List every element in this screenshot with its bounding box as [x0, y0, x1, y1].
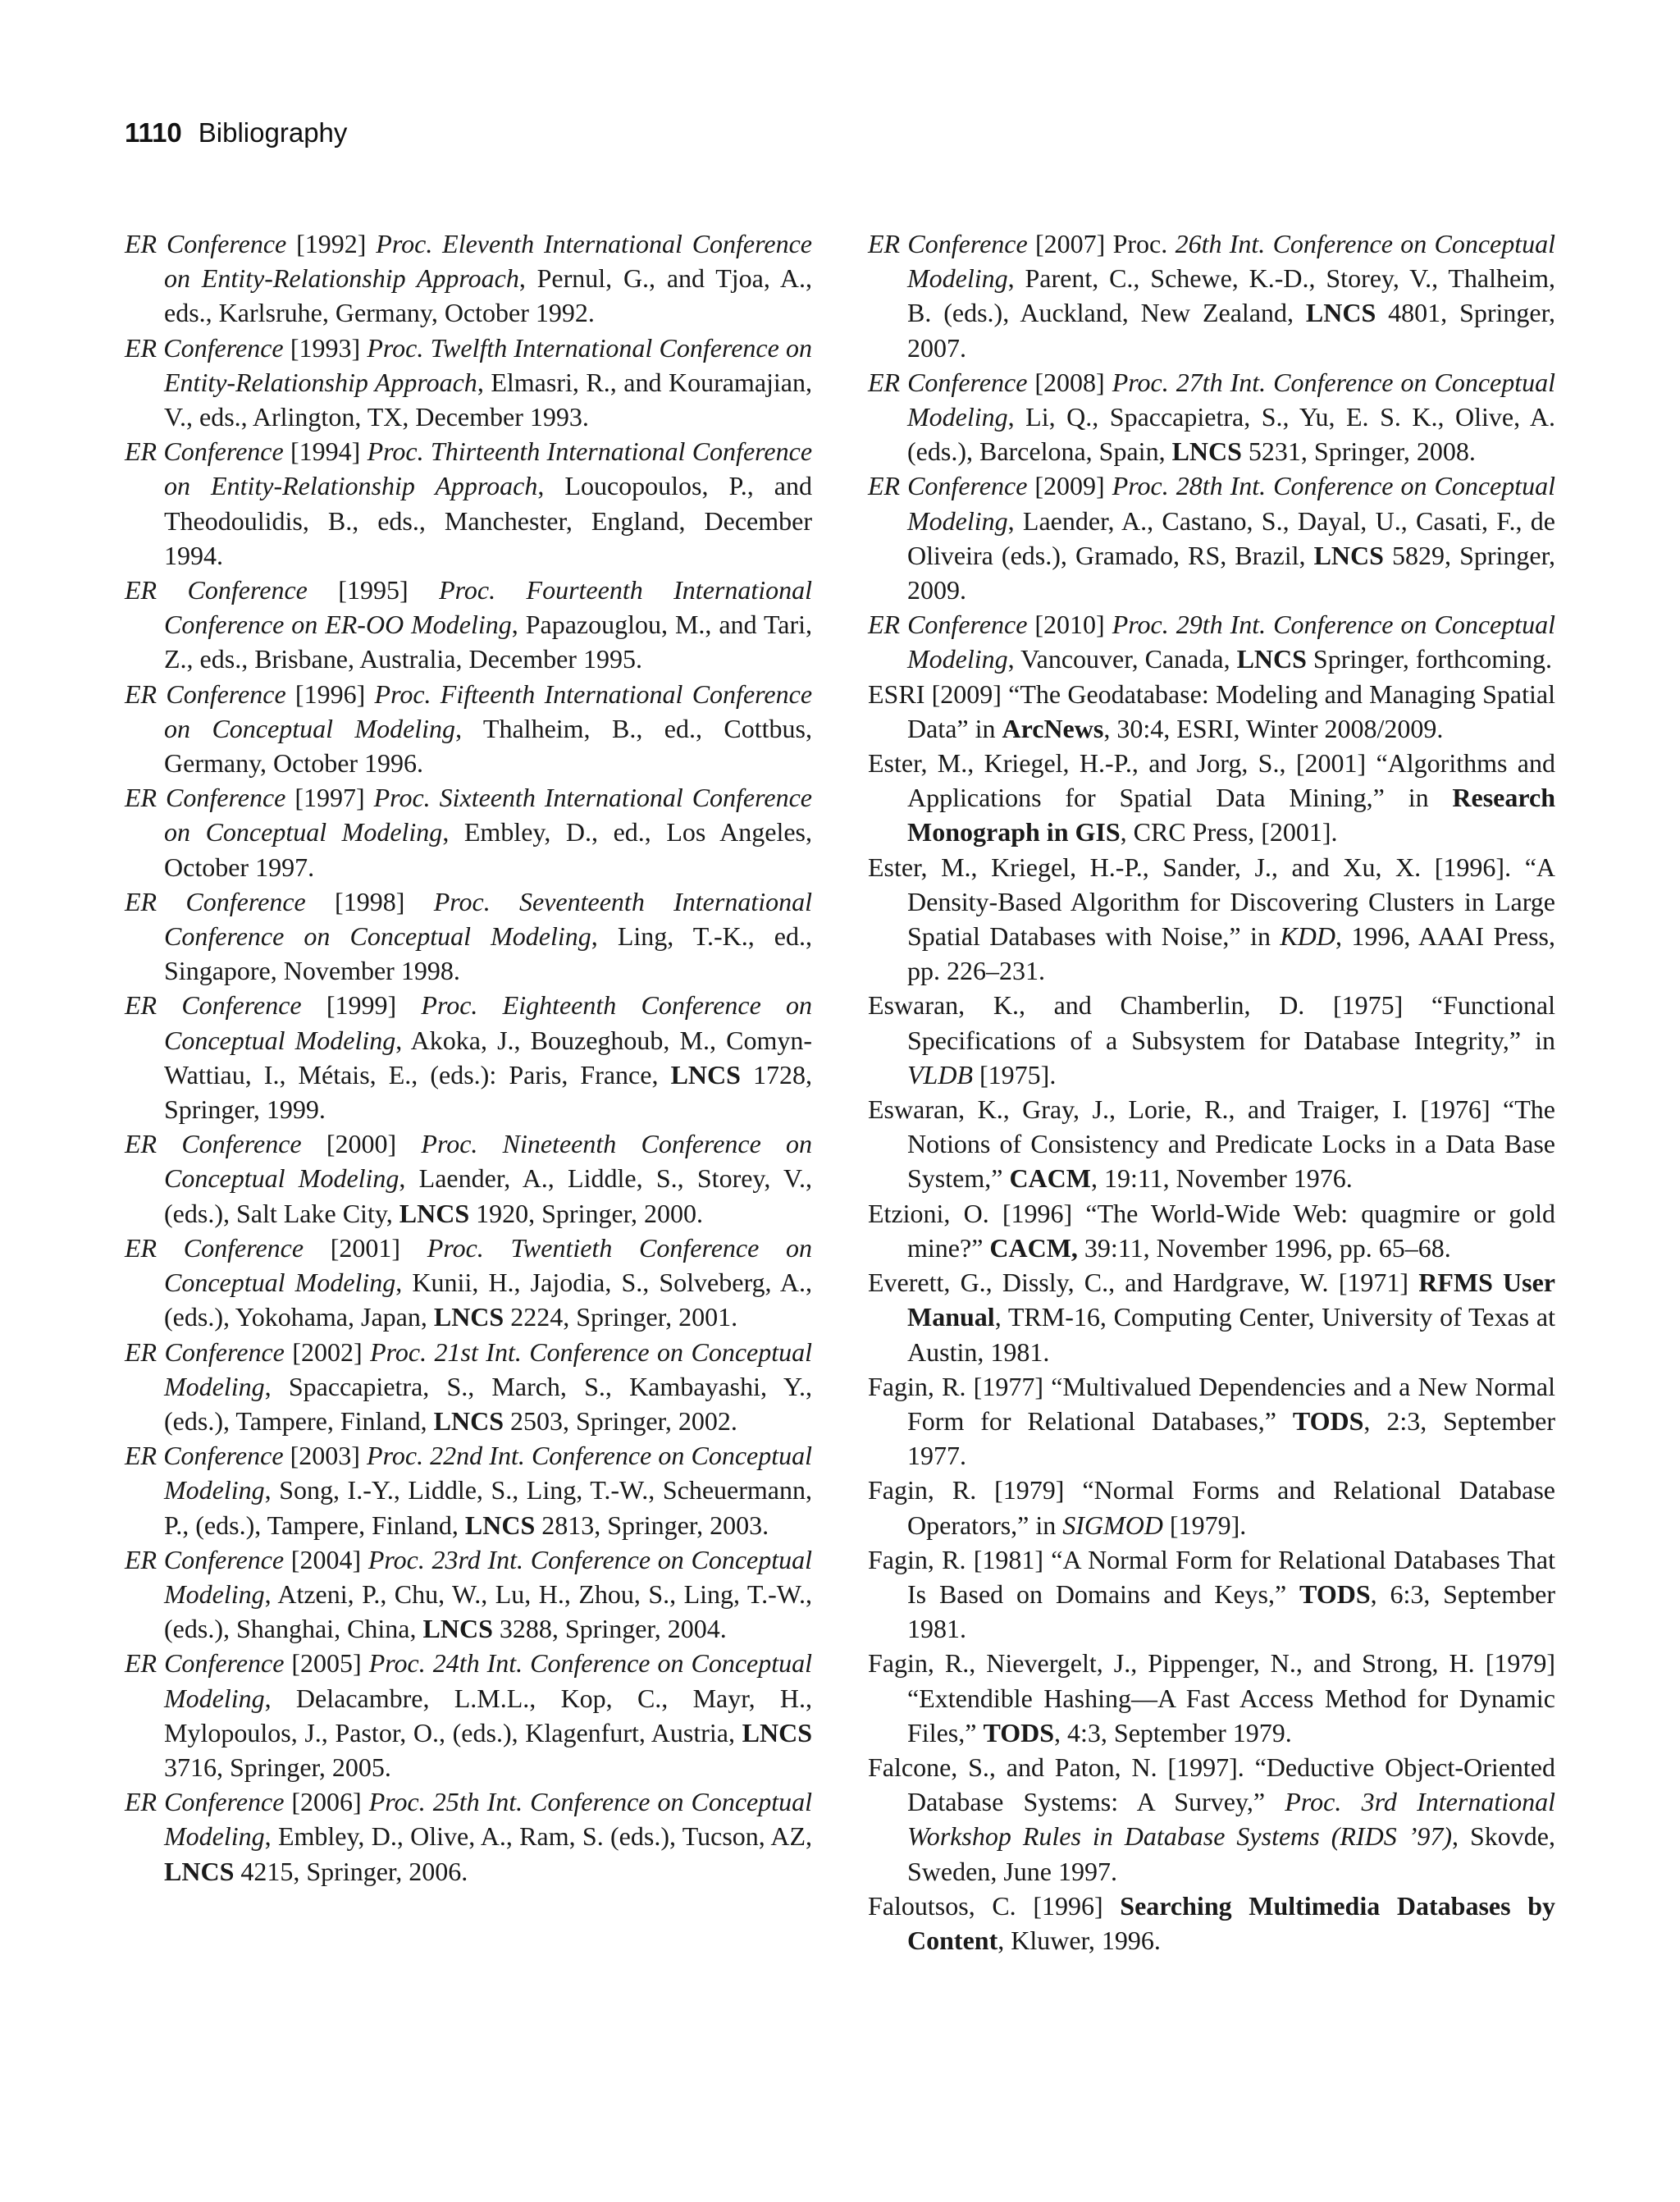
entry-text: , Thalheim, B., ed., Cottbus, Germany, October 1996. — [164, 713, 813, 779]
entry-italic-text: Proc. 22nd Int. Conference on Conceptual Modeling — [164, 1441, 812, 1505]
entry-italic-text: Proc. Fifteenth International Conference on Conceptual Modeling — [164, 678, 813, 743]
entry-italic-text: ER Conference — [125, 886, 306, 916]
bibliography-entry — [868, 226, 1555, 365]
bibliography-entry — [125, 988, 812, 1126]
entry-text: 4801, Springer, 2007. — [907, 298, 1556, 363]
entry-bold-text: LNCS — [742, 1717, 812, 1747]
entry-bold-text: CACM, — [989, 1232, 1078, 1263]
entry-text: 1728, Springer, 1999. — [164, 1059, 813, 1125]
entry-italic-text: ER Conference — [125, 229, 287, 258]
entry-text: , 1996, AAAI Press, pp. 226–231. — [907, 921, 1556, 986]
entry-text: [1995] — [307, 575, 440, 605]
entry-text: Fagin, R. [1979] “Normal Forms and Relational Database Operators,” in — [868, 1475, 1555, 1540]
entry-text: [1975]. — [973, 1059, 1057, 1090]
bibliography-entry — [868, 1542, 1555, 1647]
bibliography-entry — [125, 331, 812, 435]
entry-text: 2224, Springer, 2001. — [504, 1302, 738, 1332]
entry-bold-text: LNCS — [1305, 298, 1376, 328]
entry-italic-text: Proc. 21st Int. Conference on Conceptual Modeling — [164, 1336, 813, 1401]
entry-text: , Embley, D., ed., Los Angeles, October 1997. — [164, 817, 813, 882]
entry-text: 2503, Springer, 2002. — [504, 1405, 737, 1436]
entry-italic-text: Proc. Seventeenth International Conference on Conceptual Modeling — [164, 886, 813, 952]
entry-text: [2010] — [1027, 610, 1112, 640]
entry-italic-text: Proc. 3rd International Workshop Rules in Database Systems (RIDS ’97) — [907, 1787, 1555, 1852]
entry-bold-text: LNCS — [464, 1510, 536, 1540]
entry-text: [2002] — [284, 1336, 371, 1367]
section-title: Bibliography — [198, 117, 348, 148]
entry-text: [2007] Proc. — [1027, 229, 1176, 258]
entry-text: 3716, Springer, 2005. — [164, 1752, 391, 1782]
entry-italic-text: 26th Int. Conference on Conceptual Modeling — [907, 229, 1556, 294]
entry-bold-text: ArcNews — [1002, 713, 1104, 743]
entry-bold-text: LNCS — [164, 1856, 235, 1886]
entry-italic-text: Proc. Nineteenth Conference on Conceptual Modeling — [164, 1129, 813, 1194]
bibliography-entry — [868, 1646, 1555, 1750]
entry-text: 3288, Springer, 2004. — [492, 1614, 727, 1644]
entry-text: , Atzeni, P., Chu, W., Lu, H., Zhou, S., Ling, T.-W., (eds.), Shanghai, China, — [164, 1578, 812, 1644]
entry-bold-text: LNCS — [670, 1059, 741, 1090]
entry-italic-text: VLDB — [907, 1059, 973, 1090]
bibliography-entry — [868, 1889, 1555, 1958]
entry-italic-text: SIGMOD — [1062, 1510, 1163, 1540]
bibliography-entry — [868, 1473, 1555, 1542]
entry-text: Falcone, S., and Paton, N. [1997]. “Deductive Object-Oriented Database Systems: A Survey,” — [868, 1752, 1555, 1817]
entry-bold-text: RFMS User Manual — [907, 1268, 1556, 1332]
entry-text: , 30:4, ESRI, Winter 2008/2009. — [1103, 713, 1444, 743]
entry-text: , Li, Q., Spaccapietra, S., Yu, E. S. K., Olive, A. (eds.), Barcelona, Spain, — [907, 402, 1555, 467]
entry-text: , 19:11, November 1976. — [1090, 1163, 1353, 1194]
entry-text: , Vancouver, Canada, — [1007, 644, 1237, 674]
entry-text: [1998] — [305, 886, 434, 916]
entry-italic-text: ER Conference — [125, 1441, 284, 1471]
entry-italic-text: Proc. Fourteenth International Conference on ER-OO Modeling — [164, 575, 813, 640]
entry-text: , Parent, C., Schewe, K.-D., Storey, V., Thalheim, B. (eds.), Auckland, New Zealand, — [907, 263, 1555, 328]
bibliography-entry — [868, 468, 1555, 607]
entry-text: , 4:3, September 1979. — [1054, 1717, 1292, 1747]
bibliography-entry — [868, 365, 1555, 469]
entry-text: [1993] — [283, 332, 368, 363]
entry-bold-text: LNCS — [433, 1302, 504, 1332]
entry-text: , TRM-16, Computing Center, University of Texas at Austin, 1981. — [907, 1302, 1555, 1367]
entry-text: Etzioni, O. [1996] “The World-Wide Web: quagmire or gold mine?” — [868, 1198, 1555, 1263]
bibliography-entry — [125, 226, 812, 331]
entry-text: [2008] — [1027, 367, 1112, 397]
entry-text: [2003] — [283, 1441, 368, 1471]
entry-bold-text: TODS — [1299, 1578, 1371, 1609]
entry-text: Fagin, R., Nievergelt, J., Pippenger, N., and Strong, H. [1979] “Extendible Hashing—A Fast Access Method for Dynamic Files,” — [868, 1648, 1555, 1747]
entry-italic-text: ER Conference — [868, 471, 1028, 501]
bibliography-entry — [125, 1542, 812, 1647]
bibliography-entry — [125, 780, 812, 884]
entry-italic-text: ER Conference — [125, 1544, 285, 1574]
entry-text: 2813, Springer, 2003. — [535, 1510, 769, 1540]
entry-text: Fagin, R. [1981] “A Normal Form for Relational Databases That Is Based on Domains and Keys,” — [868, 1544, 1555, 1609]
bibliography-entry — [125, 1784, 812, 1889]
bibliography-entry — [125, 1335, 812, 1439]
entry-bold-text: LNCS — [399, 1198, 470, 1228]
bibliography-entry — [868, 988, 1555, 1092]
entry-italic-text: ER Conference — [125, 678, 286, 709]
entry-italic-text: ER Conference — [125, 436, 284, 467]
bibliography-column-left — [125, 226, 812, 1889]
entry-italic-text: Proc. 24th Int. Conference on Conceptual Modeling — [164, 1648, 813, 1713]
bibliography-entry — [125, 1646, 812, 1784]
entry-text: Ester, M., Kriegel, H.-P., Sander, J., and Xu, X. [1996]. “A Density-Based Algorithm for Discovering Clusters in Large Spatial Databases with Noise,” in — [868, 852, 1555, 952]
entry-italic-text: ER Conference — [868, 367, 1028, 397]
bibliography-entry — [868, 1265, 1555, 1369]
bibliography-entry — [868, 1750, 1555, 1889]
entry-text: [2004] — [284, 1544, 368, 1574]
entry-text: 39:11, November 1996, pp. 65–68. — [1077, 1232, 1451, 1263]
entry-italic-text: Proc. Eighteenth Conference on Conceptual Modeling — [164, 990, 813, 1055]
entry-bold-text: LNCS — [1236, 644, 1307, 674]
entry-text: , CRC Press, [2001]. — [1120, 817, 1338, 847]
entry-text: , Ling, T.-K., ed., Singapore, November 1998. — [164, 921, 813, 986]
entry-bold-text: TODS — [1292, 1405, 1364, 1436]
entry-text: , Kunii, H., Jajodia, S., Solveberg, A., (eds.), Yokohama, Japan, — [164, 1268, 812, 1332]
entry-bold-text: Searching Multimedia Databases by Content — [907, 1890, 1556, 1955]
entry-bold-text: Research Monograph in GIS — [907, 783, 1555, 847]
entry-text: , Embley, D., Olive, A., Ram, S. (eds.), Tucson, AZ, — [264, 1821, 812, 1852]
entry-italic-text: Proc. Eleventh International Conference on Entity-Relationship Approach — [164, 229, 813, 294]
entry-bold-text: LNCS — [422, 1614, 493, 1644]
entry-text: , Pernul, G., and Tjoa, A., eds., Karlsruhe, Germany, October 1992. — [164, 263, 813, 328]
entry-text: , Skovde, Sweden, June 1997. — [907, 1821, 1556, 1886]
entry-text: , 2:3, September 1977. — [907, 1405, 1556, 1471]
entry-text: [2005] — [284, 1648, 369, 1679]
entry-text: [1999] — [301, 990, 422, 1021]
entry-italic-text: ER Conference — [125, 1129, 302, 1159]
entry-italic-text: Proc. Twentieth Conference on Conceptual Modeling — [164, 1232, 813, 1298]
bibliography-column-right — [868, 226, 1555, 1958]
entry-text: Springer, forthcoming. — [1306, 644, 1553, 674]
entry-text: [1996] — [285, 678, 375, 709]
entry-text: [1979]. — [1162, 1510, 1247, 1540]
entry-text: [2000] — [301, 1129, 422, 1159]
bibliography-entry — [868, 607, 1555, 676]
entry-text: [1997] — [285, 783, 374, 813]
entry-text: , Spaccapietra, S., March, S., Kambayashi, Y., (eds.), Tampere, Finland, — [164, 1371, 812, 1436]
entry-bold-text: LNCS — [1171, 436, 1242, 467]
entry-text: , Song, I.-Y., Liddle, S., Ling, T.-W., Scheuermann, P., (eds.), Tampere, Finland, — [164, 1475, 812, 1540]
entry-text: Eswaran, K., and Chamberlin, D. [1975] “Functional Specifications of a Subsystem for Database Integrity,” in — [868, 990, 1555, 1055]
bibliography-entry — [868, 677, 1555, 746]
entry-text: Ester, M., Kriegel, H.-P., and Jorg, S., [2001] “Algorithms and Applications for Spatial Data Mining,” in — [868, 748, 1555, 813]
entry-text: 1920, Springer, 2000. — [469, 1198, 704, 1228]
entry-italic-text: ER Conference — [125, 1648, 285, 1679]
bibliography-entry — [125, 677, 812, 781]
entry-italic-text: KDD — [1280, 921, 1335, 952]
entry-italic-text: ER Conference — [125, 783, 286, 813]
entry-text: Eswaran, K., Gray, J., Lorie, R., and Traiger, I. [1976] “The Notions of Consistency and Predicate Locks in a Data Base System,” — [868, 1094, 1555, 1194]
entry-italic-text: ER Conference — [125, 575, 308, 605]
entry-text: , 6:3, September 1981. — [907, 1578, 1556, 1644]
running-head — [125, 116, 347, 149]
entry-italic-text: Proc. Twelfth International Conference on Entity-Relationship Approach — [164, 332, 813, 397]
entry-italic-text: Proc. Thirteenth International Conference on Entity-Relationship Approach — [164, 436, 813, 501]
entry-italic-text: ER Conference — [125, 1336, 285, 1367]
entry-italic-text: ER Conference — [125, 990, 302, 1021]
bibliography-entry — [125, 434, 812, 573]
entry-italic-text: ER Conference — [868, 610, 1028, 640]
entry-bold-text: LNCS — [433, 1405, 504, 1436]
bibliography-entry — [868, 1369, 1555, 1473]
entry-text: 5829, Springer, 2009. — [907, 540, 1556, 605]
entry-text: , Elmasri, R., and Kouramajian, V., eds., Arlington, TX, December 1993. — [164, 367, 813, 432]
entry-bold-text: LNCS — [1313, 540, 1384, 570]
bibliography-entry — [125, 1438, 812, 1542]
entry-italic-text: Proc. 27th Int. Conference on Conceptual Modeling — [907, 367, 1556, 432]
entry-text: 4215, Springer, 2006. — [234, 1856, 468, 1886]
entry-italic-text: Proc. Sixteenth International Conference on Conceptual Modeling — [164, 783, 813, 847]
bibliography-entry — [125, 573, 812, 677]
entry-text: 5231, Springer, 2008. — [1241, 436, 1476, 467]
bibliography-entry — [868, 850, 1555, 989]
entry-bold-text: CACM — [1009, 1163, 1091, 1194]
bibliography-entry — [125, 1231, 812, 1335]
entry-text: , Kluwer, 1996. — [998, 1925, 1161, 1955]
entry-text: , Akoka, J., Bouzeghoub, M., Comyn-Wattiau, I., Métais, E., (eds.): Paris, France, — [164, 1025, 813, 1090]
entry-italic-text: ER Conference — [125, 1787, 285, 1817]
entry-bold-text: TODS — [983, 1717, 1054, 1747]
bibliography-entry — [868, 746, 1555, 850]
entry-italic-text: Proc. 23rd Int. Conference on Conceptual Modeling — [164, 1544, 813, 1609]
entry-text: [1994] — [283, 436, 368, 467]
entry-italic-text: ER Conference — [868, 229, 1028, 258]
entry-text: Faloutsos, C. [1996] — [868, 1890, 1121, 1921]
entry-italic-text: ER Conference — [125, 1232, 304, 1263]
entry-text: , Delacambre, L.M.L., Kop, C., Mayr, H., Mylopoulos, J., Pastor, O., (eds.), Klagenfurt, Austria, — [164, 1683, 812, 1747]
page-number: 1110 — [125, 117, 182, 148]
entry-text: Fagin, R. [1977] “Multivalued Dependencies and a New Normal Form for Relational Databases,” — [868, 1371, 1555, 1436]
entry-italic-text: Proc. 28th Int. Conference on Conceptual Modeling — [907, 471, 1556, 536]
entry-text: [2001] — [304, 1232, 427, 1263]
bibliography-entry — [868, 1196, 1555, 1265]
entry-text: [2006] — [284, 1787, 369, 1817]
entry-text: ESRI [2009] “The Geodatabase: Modeling and Managing Spatial Data” in — [868, 678, 1555, 743]
entry-text: Everett, G., Dissly, C., and Hardgrave, W. [1971] — [868, 1268, 1419, 1298]
entry-text: , Loucopoulos, P., and Theodoulidis, B., eds., Manchester, England, December 1994. — [164, 471, 813, 570]
entry-italic-text: Proc. 25th Int. Conference on Conceptual Modeling — [164, 1787, 813, 1852]
entry-text: , Laender, A., Castano, S., Dayal, U., Casati, F., de Oliveira (eds.), Gramado, RS, Brazil, — [907, 505, 1555, 570]
entry-text: [1992] — [286, 229, 377, 258]
bibliography-entry — [125, 884, 812, 989]
entry-text: , Laender, A., Liddle, S., Storey, V., (eds.), Salt Lake City, — [164, 1163, 812, 1228]
bibliography-entry — [868, 1092, 1555, 1196]
bibliography-entry — [125, 1126, 812, 1231]
entry-italic-text: ER Conference — [125, 332, 284, 363]
entry-text: [2009] — [1027, 471, 1112, 501]
entry-text: , Papazouglou, M., and Tari, Z., eds., Brisbane, Australia, December 1995. — [164, 610, 813, 674]
entry-italic-text: Proc. 29th Int. Conference on Conceptual Modeling — [907, 610, 1556, 674]
